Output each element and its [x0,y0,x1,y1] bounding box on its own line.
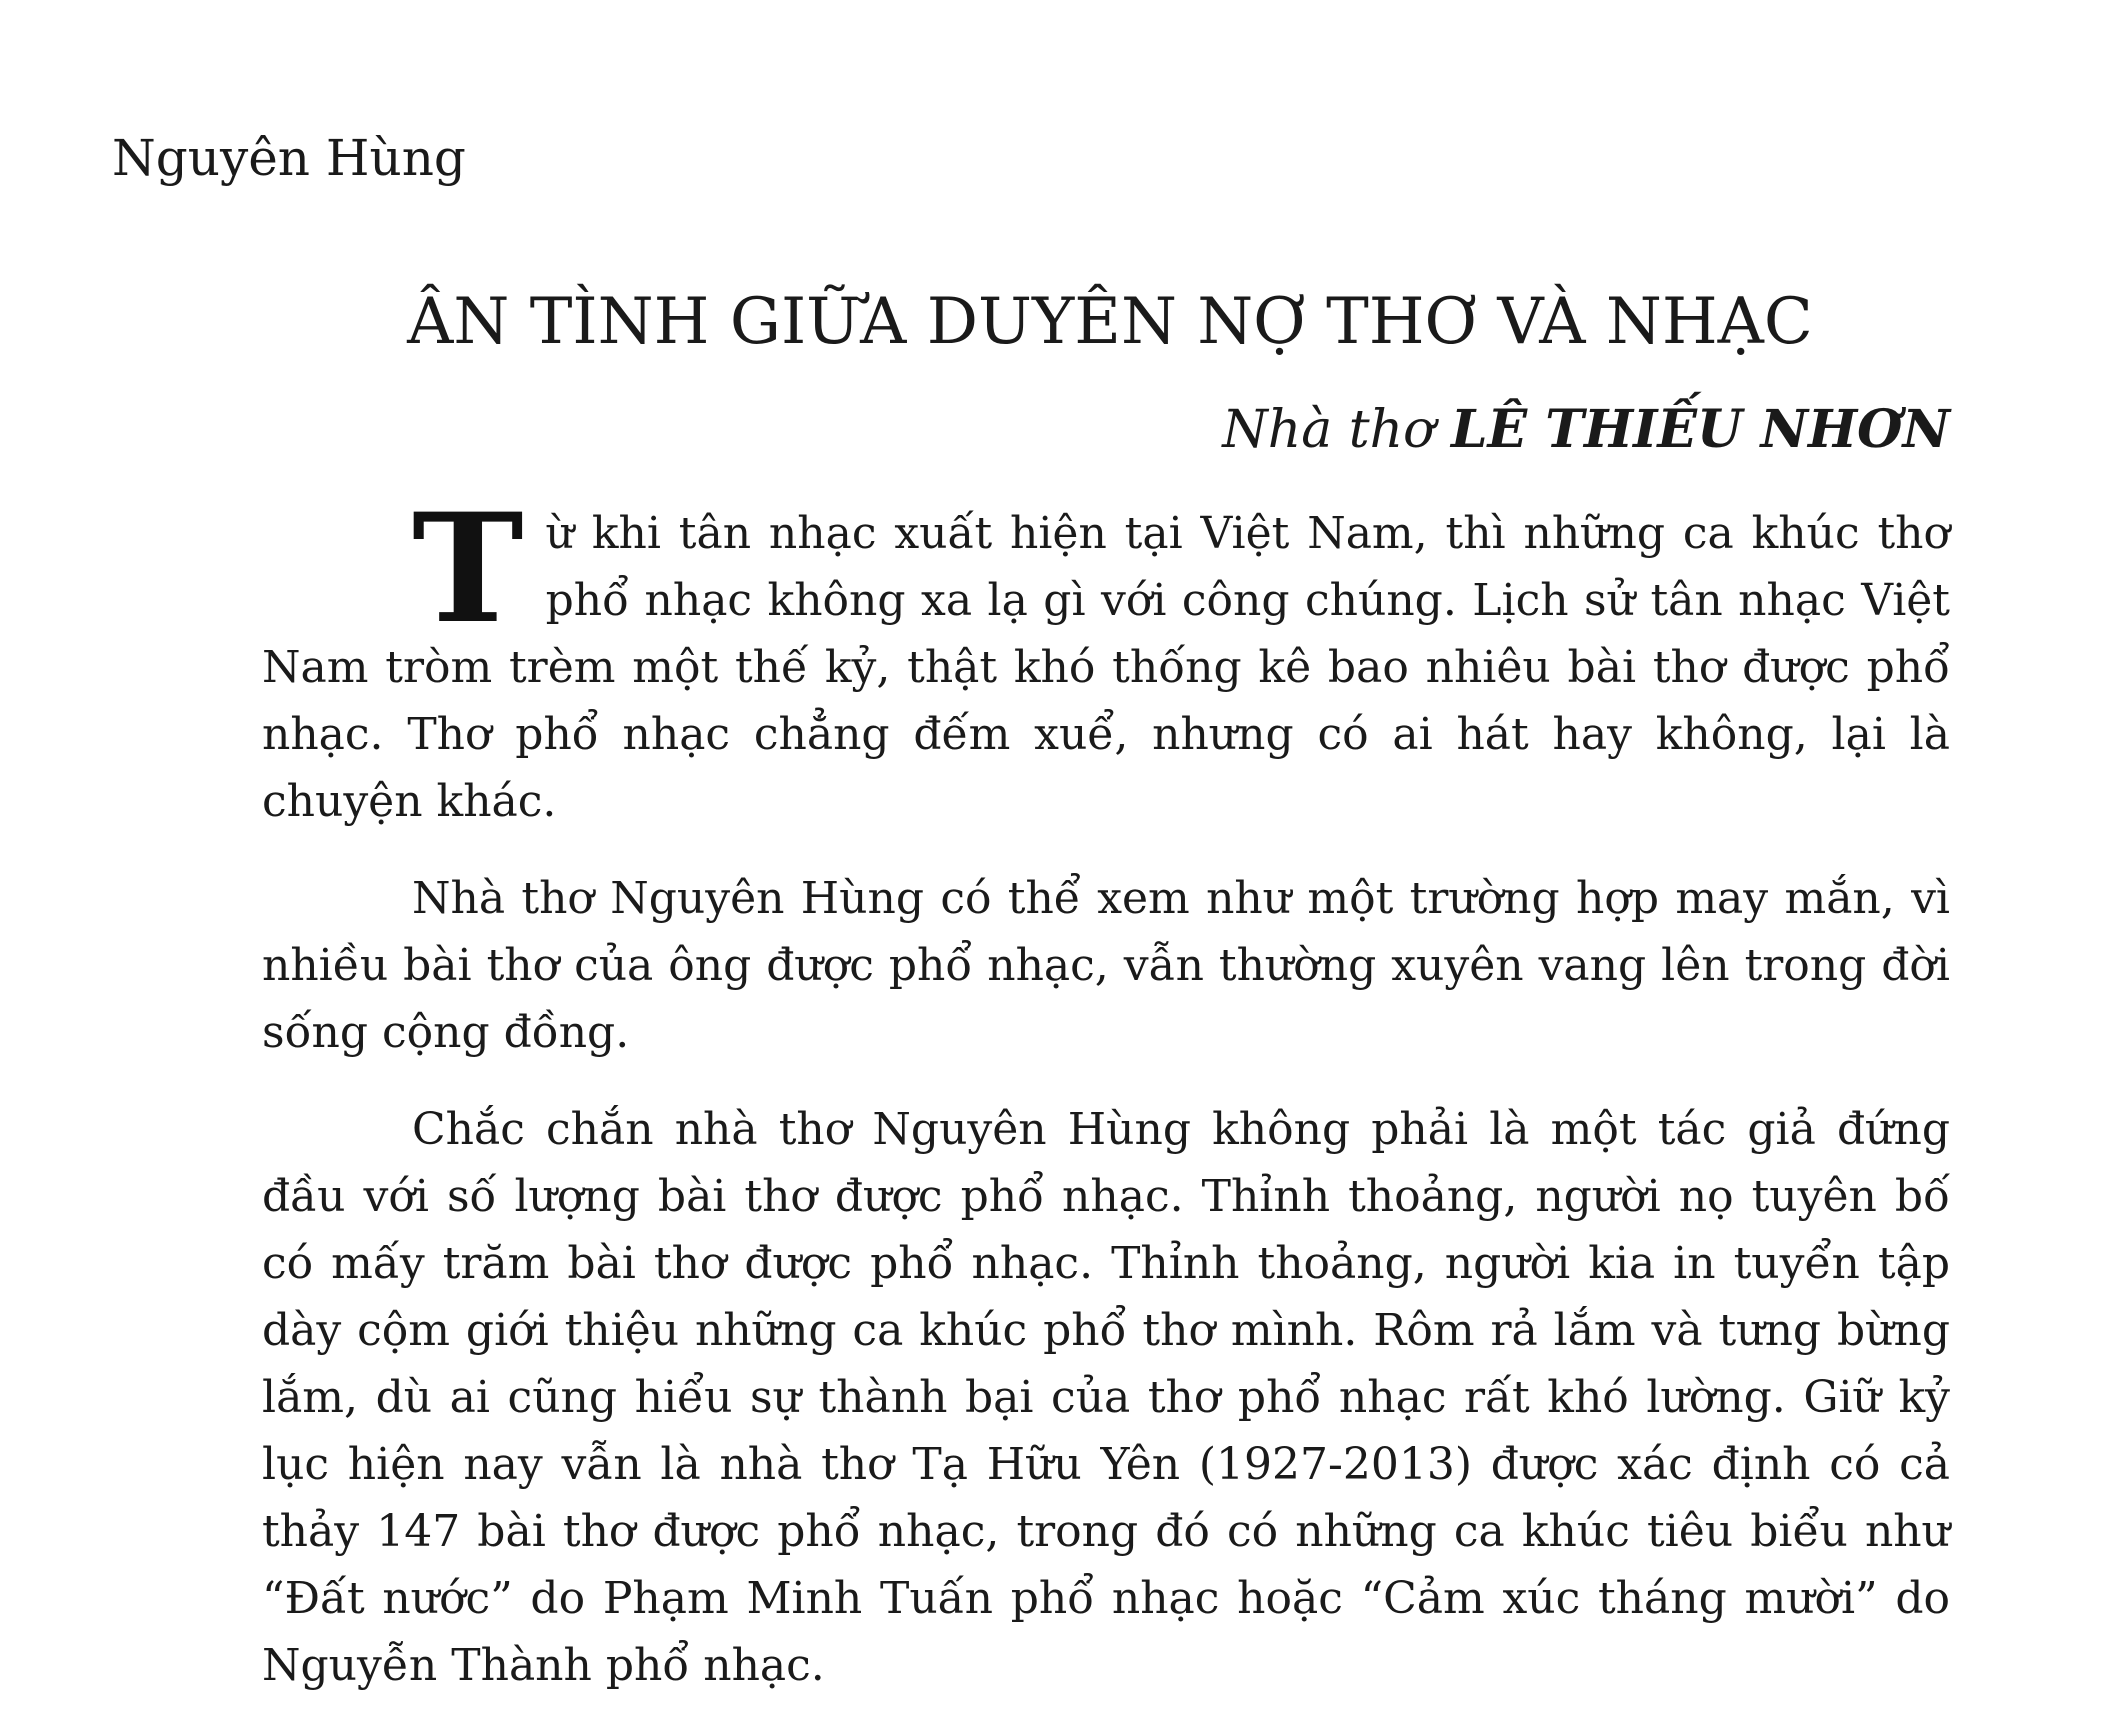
paragraph-1-text: ừ khi tân nhạc xuất hiện tại Việt Nam, thì những ca khúc thơ phổ nhạc không xa lạ gì với công chúng. Lịch sử tân nhạc Việt Nam tròm trèm một thế kỷ, thật khó thống kê bao nhiêu bài thơ được phổ nhạc. Thơ phổ nhạc chẳng đếm xuể, nhưng có ai hát hay không, lại là chuyện khác. [262,508,1950,827]
running-header: Nguyên Hùng [112,129,466,187]
article-body [262,481,1950,1729]
paragraph-3: Chắc chắn nhà thơ Nguyên Hùng không phải là một tác giả đứng đầu với số lượng bài thơ được phổ nhạc. Thỉnh thoảng, người nọ tuyên bố có mấy trăm bài thơ được phổ nhạc. Thỉnh thoảng, người kia in tuyển tập dày cộm giới thiệu những ca khúc phổ thơ mình. Rôm rả lắm và tưng bừng lắm, dù ai cũng hiểu sự thành bại của thơ phổ nhạc rất khó lường. Giữ kỷ lục hiện nay vẫn là nhà thơ Tạ Hữu Yên (1927-2013) được xác định có cả thảy 147 bài thơ được phổ nhạc, trong đó có những ca khúc tiêu biểu như “Đất nước” do Phạm Minh Tuấn phổ nhạc hoặc “Cảm xúc tháng mười” do Nguyễn Thành phổ nhạc. [262,1104,1950,1691]
paragraph-1 [262,481,1950,835]
paragraph-2: Nhà thơ Nguyên Hùng có thể xem như một trường hợp may mắn, vì nhiều bài thơ của ông được phổ nhạc, vẫn thường xuyên vang lên trong đời sống cộng đồng. [262,873,1950,1058]
byline-prefix: Nhà thơ [1222,400,1451,460]
article-title: ÂN TÌNH GIỮA DUYÊN NỢ THƠ VÀ NHẠC [407,285,1813,359]
byline [1222,395,1950,465]
byline-author: LÊ THIẾU NHƠN [1450,399,1950,460]
drop-cap: T [412,481,524,657]
